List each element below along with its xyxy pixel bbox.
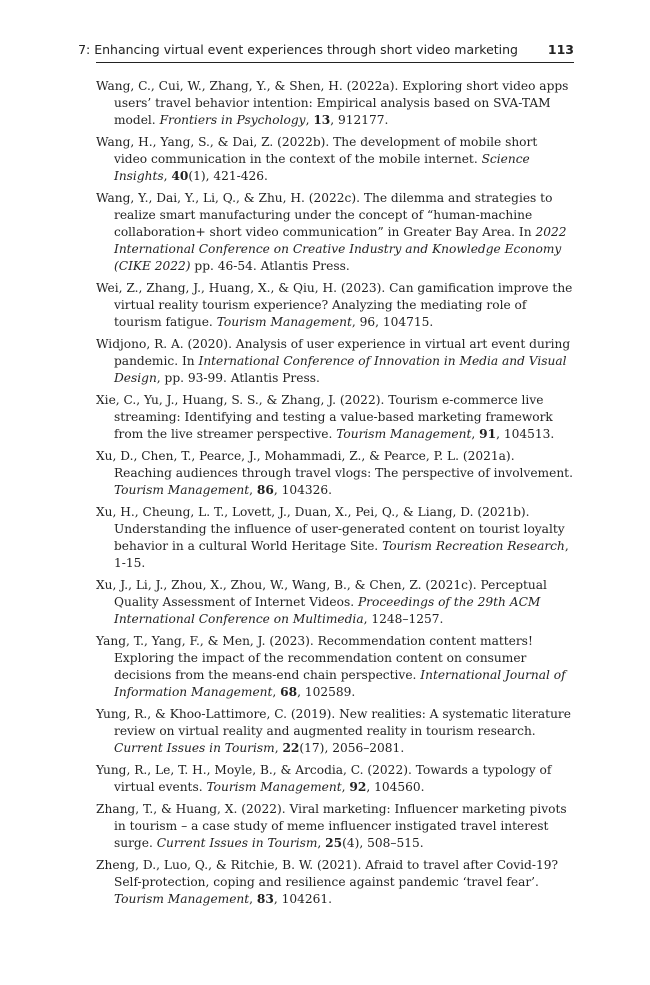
- reference-entry: [96, 857, 574, 908]
- reference-source-title: Science Insights: [114, 152, 530, 183]
- reference-source-title: Tourism Management: [114, 892, 250, 906]
- reference-text: (1), 421-426.: [188, 169, 268, 183]
- reference-volume: 91: [479, 427, 497, 441]
- reference-source-title: Tourism Management: [216, 315, 352, 329]
- reference-entry: [96, 280, 574, 331]
- reference-volume: 13: [313, 113, 331, 127]
- reference-source-title: Frontiers in Psychology: [159, 113, 306, 127]
- running-title: 7: Enhancing virtual event experiences through short video marketing: [78, 42, 518, 57]
- reference-text: ,: [163, 169, 172, 183]
- reference-text: Wang, Y., Dai, Y., Li, Q., & Zhu, H. (2022c). The dilemma and strategies to realize smart manufacturing under the concept of “human-machine collaboration+ short video communication” in Greater Bay Area. In: [96, 191, 553, 239]
- reference-entry: [96, 633, 574, 701]
- reference-source-title: Tourism Management: [114, 483, 250, 497]
- reference-text: , 104326.: [273, 483, 333, 497]
- reference-entry: [96, 134, 574, 185]
- reference-text: ,: [272, 685, 281, 699]
- reference-text: , pp. 93-99. Atlantis Press.: [156, 371, 320, 385]
- reference-text: Xu, H., Cheung, L. T., Lovett, J., Duan, X., Pei, Q., & Liang, D. (2021b). Understanding the influence of user-generated content on tourist loyalty behavior in a cultural World Heritage Site.: [96, 505, 565, 553]
- reference-text: , 912177.: [330, 113, 389, 127]
- reference-text: Wang, H., Yang, S., & Dai, Z. (2022b). The development of mobile short video communication in the context of the mobile internet.: [96, 135, 538, 166]
- reference-entry: [96, 392, 574, 443]
- reference-text: , 1248–1257.: [363, 612, 444, 626]
- reference-text: ,: [341, 780, 350, 794]
- reference-text: , 104261.: [273, 892, 333, 906]
- reference-source-title: 2022 International Conference on Creative Industry and Knowledge Economy (CIKE 2022): [114, 225, 567, 273]
- reference-entry: [96, 762, 574, 796]
- reference-text: ,: [274, 741, 283, 755]
- reference-text: Xu, J., Li, J., Zhou, X., Zhou, W., Wang, B., & Chen, Z. (2021c). Perceptual Quality Assessment of Internet Videos.: [96, 578, 547, 609]
- reference-volume: 92: [349, 780, 367, 794]
- page-number: 113: [547, 42, 574, 57]
- reference-text: , 104513.: [496, 427, 555, 441]
- reference-entry: [96, 78, 574, 129]
- reference-text: Yang, T., Yang, F., & Men, J. (2023). Recommendation content matters! Exploring the impact of the recommendation content on consumer decisions from the means-end chain perspective.: [96, 634, 533, 682]
- reference-entry: [96, 577, 574, 628]
- reference-source-title: Proceedings of the 29th ACM International Conference on Multimedia: [114, 595, 541, 626]
- reference-text: Xu, D., Chen, T., Pearce, J., Mohammadi, Z., & Pearce, P. L. (2021a). Reaching audiences through travel vlogs: The perspective of involvement.: [96, 449, 573, 480]
- reference-text: , 104560.: [366, 780, 425, 794]
- reference-source-title: Current Issues in Tourism: [156, 836, 318, 850]
- reference-text: , 1-15.: [114, 539, 569, 570]
- reference-text: , 96, 104715.: [351, 315, 434, 329]
- reference-text: pp. 46-54. Atlantis Press.: [190, 259, 350, 273]
- reference-volume: 68: [280, 685, 298, 699]
- running-header: [78, 40, 574, 63]
- reference-text: (4), 508–515.: [342, 836, 424, 850]
- reference-entry: [96, 801, 574, 852]
- reference-entry: [96, 448, 574, 499]
- reference-volume: 86: [256, 483, 274, 497]
- reference-volume: 83: [256, 892, 274, 906]
- reference-source-title: Tourism Recreation Research: [382, 539, 565, 553]
- reference-text: ,: [249, 483, 257, 497]
- reference-text: (17), 2056–2081.: [299, 741, 405, 755]
- reference-text: Wei, Z., Zhang, J., Huang, X., & Qiu, H. (2023). Can gamification improve the virtual reality tourism experience? Analyzing the mediating role of tourism fatigue.: [96, 281, 573, 329]
- reference-volume: 22: [282, 741, 300, 755]
- reference-source-title: International Conference of Innovation in Media and Visual Design: [114, 354, 567, 385]
- reference-list: [96, 78, 574, 913]
- reference-entry: [96, 336, 574, 387]
- reference-text: ,: [317, 836, 326, 850]
- reference-text: ,: [471, 427, 480, 441]
- reference-entry: [96, 190, 574, 275]
- reference-source-title: International Journal of Information Management: [114, 668, 566, 699]
- reference-entry: [96, 706, 574, 757]
- reference-volume: 25: [325, 836, 343, 850]
- reference-text: Yung, R., & Khoo-Lattimore, C. (2019). New realities: A systematic literature review on virtual reality and augmented reality in tourism research.: [96, 707, 571, 738]
- reference-source-title: Tourism Management: [336, 427, 472, 441]
- reference-volume: 40: [171, 169, 189, 183]
- reference-text: Xie, C., Yu, J., Huang, S. S., & Zhang, J. (2022). Tourism e-commerce live streaming: Identifying and testing a value-based marketing framework from the live streamer perspective.: [96, 393, 553, 441]
- reference-text: Widjono, R. A. (2020). Analysis of user experience in virtual art event during pandemic. In: [96, 337, 571, 368]
- reference-text: , 102589.: [297, 685, 356, 699]
- reference-source-title: Current Issues in Tourism: [114, 741, 275, 755]
- reference-entry: [96, 504, 574, 572]
- reference-text: Zhang, T., & Huang, X. (2022). Viral marketing: Influencer marketing pivots in tourism – a case study of meme influencer instigated travel interest surge.: [96, 802, 567, 850]
- reference-text: Zheng, D., Luo, Q., & Ritchie, B. W. (2021). Afraid to travel after Covid-19? Self-protection, coping and resilience against pandemic ‘travel fear’.: [96, 858, 558, 889]
- reference-text: Yung, R., Le, T. H., Moyle, B., & Arcodia, C. (2022). Towards a typology of virtual events.: [96, 763, 552, 794]
- reference-text: ,: [249, 892, 257, 906]
- reference-text: Wang, C., Cui, W., Zhang, Y., & Shen, H. (2022a). Exploring short video apps users’ travel behavior intention: Empirical analysis based on SVA-TAM model.: [96, 79, 569, 127]
- reference-source-title: Tourism Management: [206, 780, 342, 794]
- reference-text: ,: [305, 113, 314, 127]
